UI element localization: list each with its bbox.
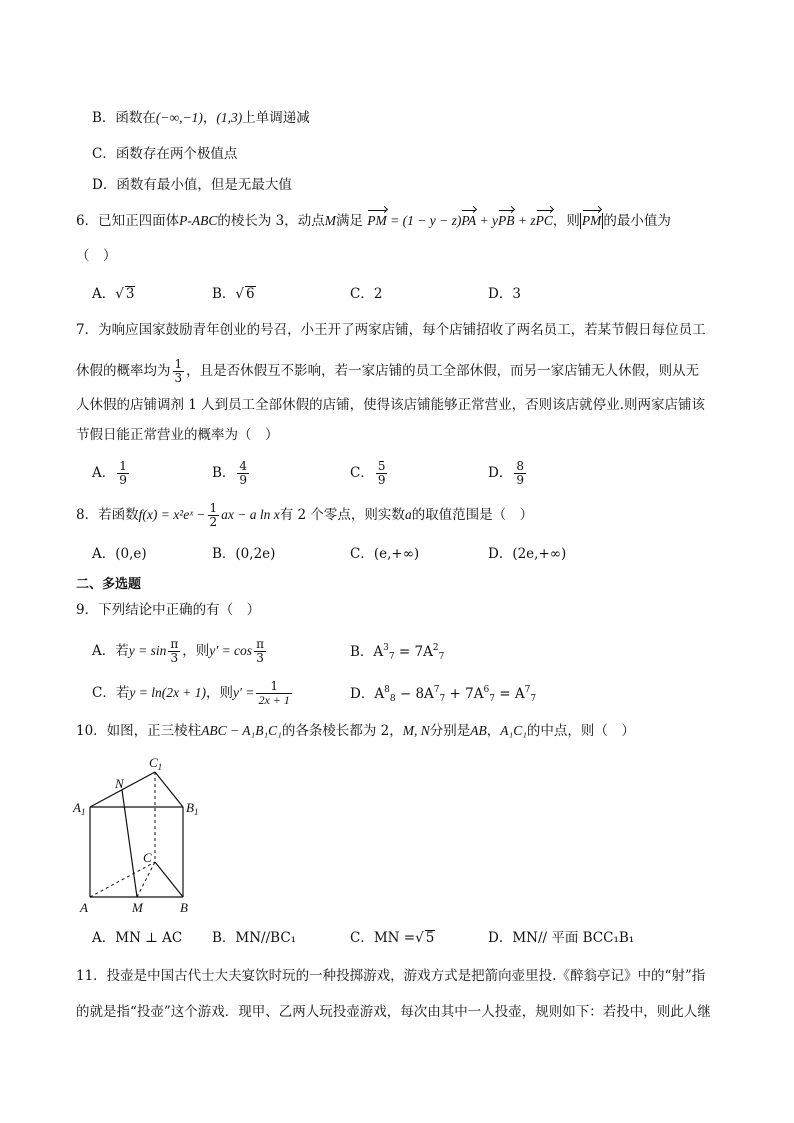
- q9-stem: 9．下列结论中正确的有（ ）: [76, 602, 261, 618]
- label-a: A: [80, 900, 88, 915]
- label-c: C: [143, 850, 152, 865]
- label-c1: $C_1$: [149, 755, 163, 772]
- q7-option-d: D． $\frac{8}{9}$: [488, 459, 524, 487]
- section-heading-multi: 二、多选题: [76, 577, 142, 592]
- q7-option-c: C． $\frac{5}{9}$: [350, 459, 386, 487]
- label-m: M: [132, 900, 143, 915]
- q6-paren: （ ）: [76, 248, 117, 264]
- q7-line4: 节假日能正常营业的概率为（ ）: [76, 427, 279, 443]
- segment-mc-hidden: [137, 862, 155, 897]
- label-a1: $A_1$: [73, 800, 86, 817]
- edge-c1-b1: [155, 772, 183, 807]
- segment-mn: [122, 790, 137, 897]
- q8-option-c: C．(e,+∞): [350, 546, 420, 562]
- q7-line2: 休假的概率均为 $\frac{1}{3}$ ，且是否休假互不影响，若一家店铺的员工全部休假，而另一家店铺无人休假，则从无: [76, 357, 700, 385]
- q5-option-c: C．函数存在两个极值点: [92, 146, 238, 162]
- prism-figure: [70, 752, 220, 917]
- q8-option-b: B．(0,2e): [212, 546, 276, 562]
- q7-option-a: A． $\frac{1}{9}$: [92, 459, 127, 487]
- q6-option-c: C．2: [350, 286, 383, 302]
- q11-line2: 的就是指“投壶”这个游戏．现甲、乙两人玩投壶游戏，每次由其中一人投壶，规则如下：若投中，则此人继: [76, 1004, 711, 1020]
- q7-line3: 人休假的店铺调剂 1 人到员工全部休假的店铺，使得该店铺能够正常营业，否则该店就停业.则两家店铺该: [76, 397, 705, 413]
- q7-line1: 7．为响应国家鼓励青年创业的号召，小王开了两家店铺，每个店铺招收了两名员工，若某节假日每位员工: [76, 322, 706, 338]
- q8-option-a: A．(0,e): [92, 546, 147, 562]
- q11-line1: 11．投壶是中国古代士大夫宴饮时玩的一种投掷游戏，游戏方式是把箭向壶里投.《醉翁亭记》中的“射”指: [76, 968, 706, 984]
- q10-option-b: B．MN//BC₁: [212, 930, 297, 946]
- q8-option-d: D．(2e,+∞): [488, 546, 567, 562]
- q9-option-d: D．$A^8_8 - 8A^7_7 + 7A^6_7 = A^7_7$: [350, 685, 537, 704]
- q8-stem: 8．若函数f(x) = x²eˣ − $\frac{1}{2}$ ax − a ln x有 2 个零点，则实数a的取值范围是（ ）: [76, 501, 534, 529]
- q6-option-a: A．√ 3: [92, 286, 135, 302]
- q7-option-b: B． $\frac{4}{9}$: [212, 459, 248, 487]
- q10-option-a: A．MN ⊥ AC: [92, 930, 183, 946]
- label-b1: $B_1$: [186, 800, 199, 817]
- label-b: B: [180, 900, 188, 915]
- edge-a-c-hidden: [90, 862, 155, 897]
- q10-option-d: D．MN// 平面 BCC₁B₁: [488, 930, 635, 946]
- q6-option-d: D．3: [488, 286, 521, 302]
- edge-c-b: [155, 862, 183, 897]
- q5-option-d: D．函数有最小值，但是无最大值: [92, 177, 292, 193]
- q10-option-c: C．MN =√ 5: [350, 930, 435, 946]
- q10-stem: 10．如图，正三棱柱ABC − A₁B₁C₁的各条棱长都为 2，M, N分别是AB，A₁C₁的中点，则（ ）: [76, 723, 635, 739]
- q6-option-b: B．√ 6: [212, 286, 255, 302]
- q9-option-a: A．若y = sin $\frac{\pi}{3}$ ，则y′ = cos $\frac{\pi}{3}$: [92, 637, 264, 665]
- q9-option-c: C．若y = ln(2x + 1)，则y′ = $\frac{1}{2x + 1}$: [92, 679, 290, 707]
- q9-option-b: B．$A^3_7 = 7A^2_7$: [350, 643, 445, 662]
- label-n: N: [115, 776, 124, 791]
- q5-option-b: B．函数在(−∞,−1)，(1,3)上单调递减: [92, 110, 310, 126]
- q6-stem: 6．已知正四面体P-ABC的棱长为 3，动点M满足 PM = (1 − y − z)PA + yPB + zPC，则 PM 的最小值为: [76, 213, 671, 229]
